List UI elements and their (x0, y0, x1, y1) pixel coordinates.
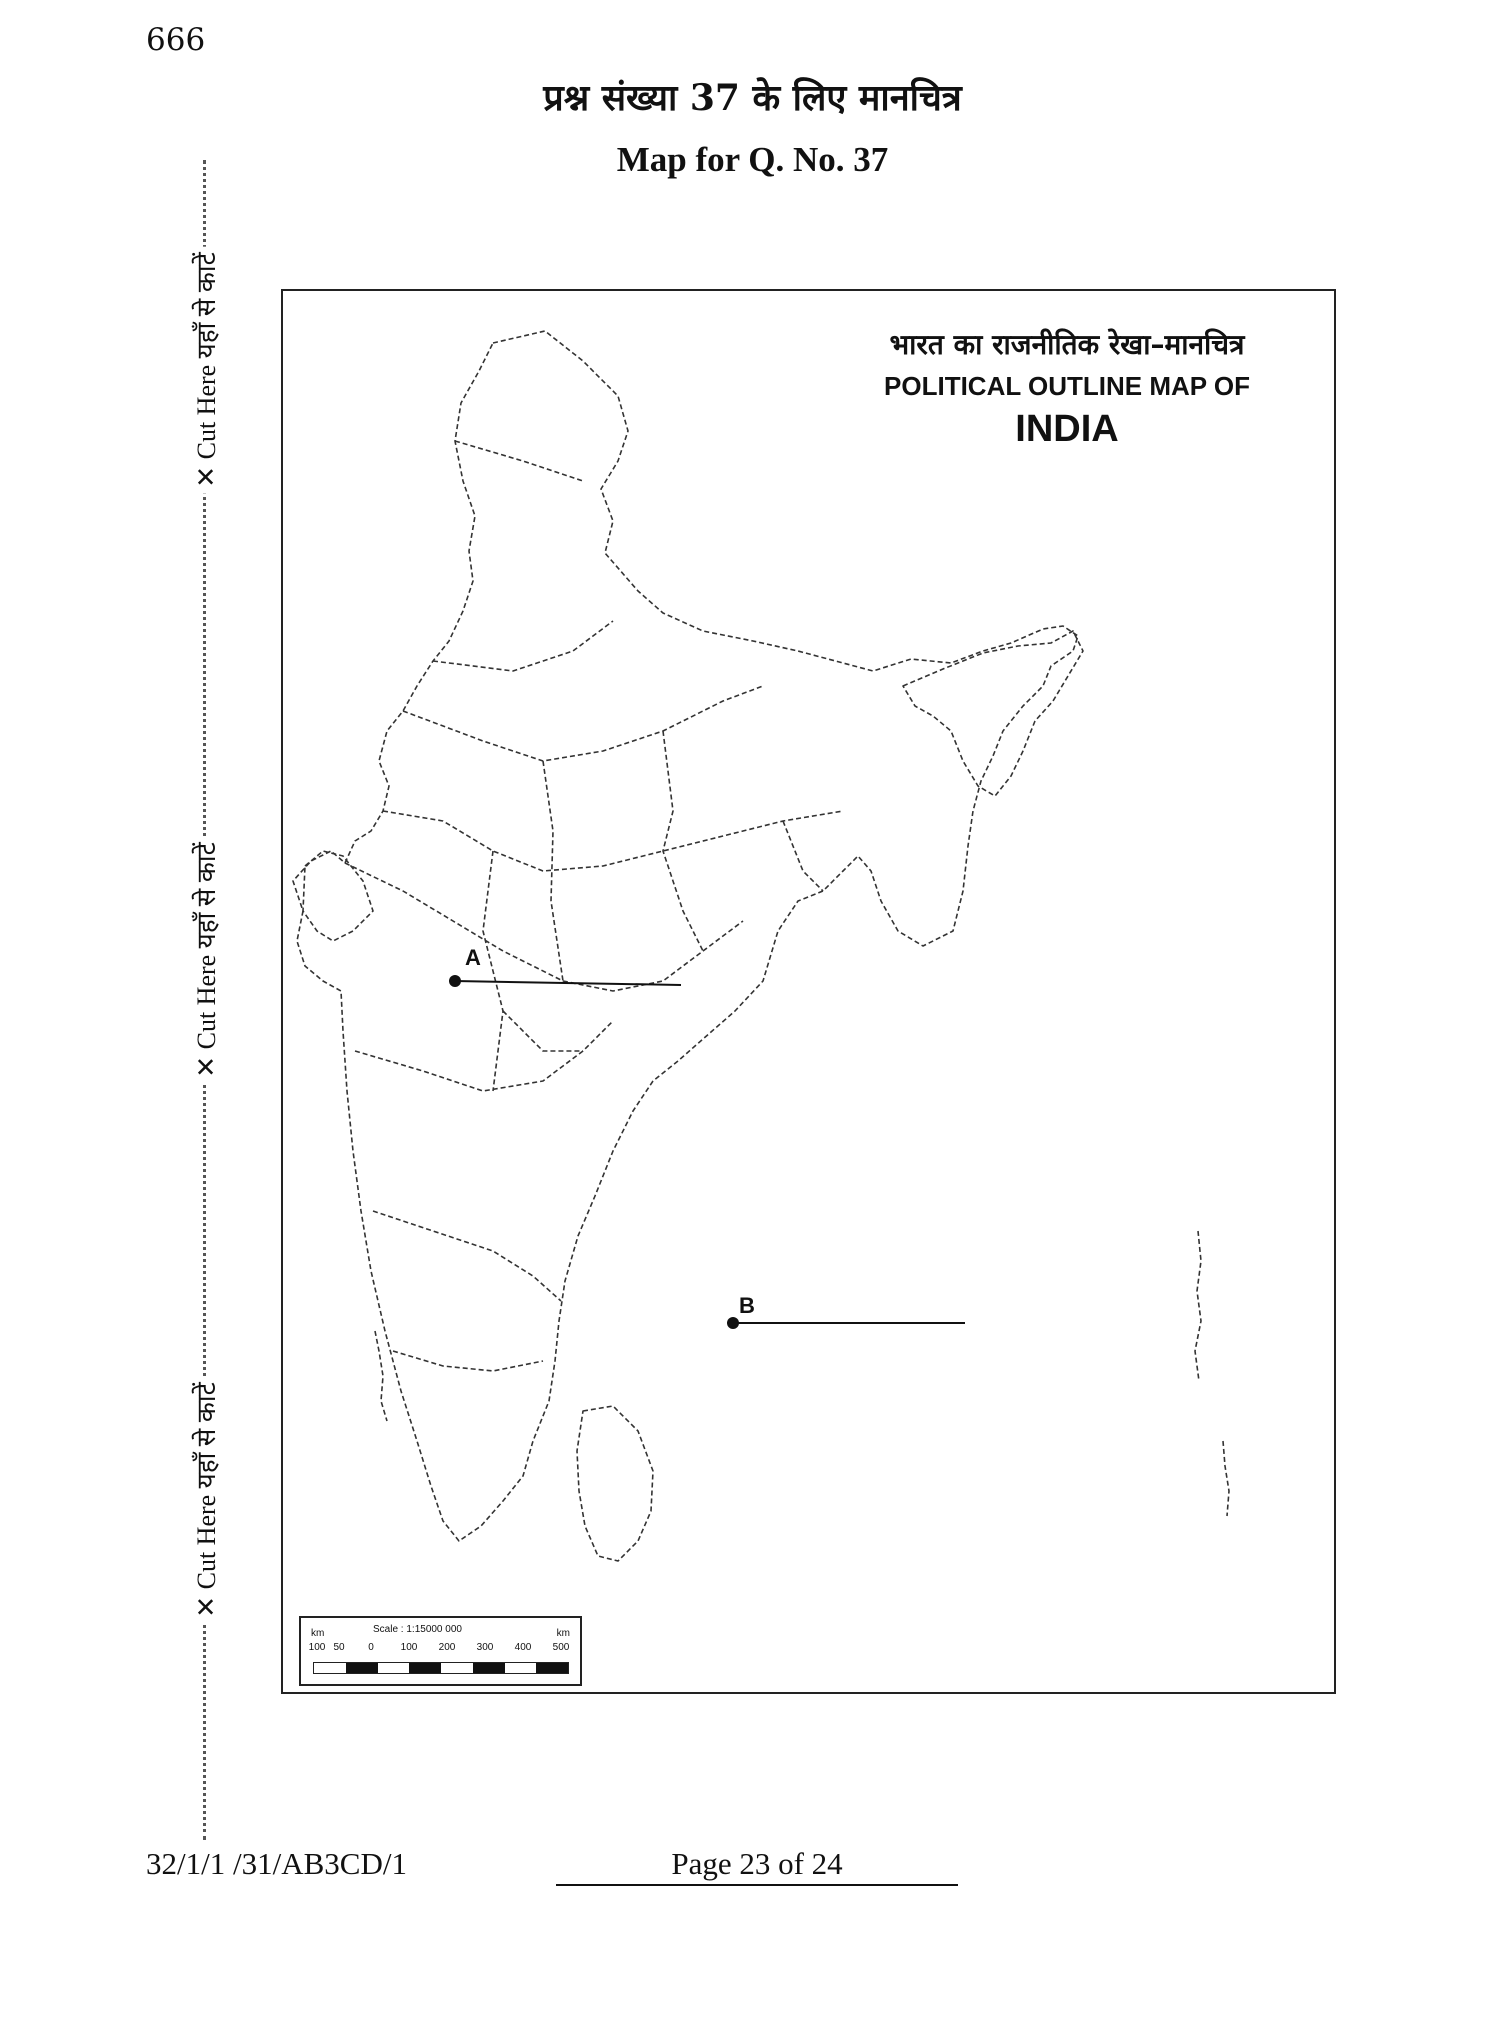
footer-code: 32/1/1 /31/AB3CD/1 (146, 1846, 407, 1881)
india-boundary (293, 331, 1078, 1541)
cut-label-2: ✕ Cut Here यहाँ से काटें (170, 780, 240, 1140)
marker-a-dot (449, 975, 461, 987)
map-country-name: INDIA (1015, 408, 1119, 450)
state-line (503, 1011, 583, 1051)
scale-title: Scale : 1:15000 000 (373, 1624, 462, 1635)
sri-lanka (577, 1406, 653, 1561)
scale-tick: 400 (514, 1642, 532, 1653)
lakshadweep (375, 1331, 387, 1421)
footer-page-number: Page 23 of 24 (556, 1846, 958, 1886)
scale-box (299, 1616, 582, 1686)
marker-a-line (455, 981, 681, 985)
state-line (663, 731, 703, 951)
title-hindi: प्रश्न संख्या 37 के लिए मानचित्र (543, 77, 962, 119)
state-line (483, 851, 503, 1091)
scale-unit-right: km (556, 1628, 570, 1639)
marker-b-label: B (739, 1293, 755, 1318)
scale-tick: 300 (476, 1642, 494, 1653)
state-line (403, 686, 763, 761)
gujarat-coast (303, 851, 373, 941)
india-outline-map (283, 291, 1334, 1692)
marker-a-label: A (465, 945, 481, 970)
nicobar-islands (1223, 1441, 1229, 1516)
cut-label-3: ✕ Cut Here यहाँ से काटें (170, 1320, 240, 1680)
map-title-hindi: भारत का राजनीतिक रेखा–मानचित्र (889, 328, 1245, 361)
state-line (393, 1351, 543, 1371)
andaman-islands (1195, 1231, 1201, 1381)
map-title (852, 325, 1282, 451)
map-title-english: POLITICAL OUTLINE MAP OF (884, 371, 1250, 401)
map-frame (281, 289, 1336, 1694)
cut-strip (170, 160, 240, 1840)
state-line (383, 811, 843, 871)
scale-unit-left: km (311, 1628, 325, 1639)
scale-tick: 500 (552, 1642, 570, 1653)
state-line (355, 1021, 613, 1091)
title-english: Map for Q. No. 37 (616, 140, 889, 179)
marker-b-dot (727, 1317, 739, 1329)
cut-label-1: ✕ Cut Here यहाँ से काटें (170, 190, 240, 550)
state-line (455, 441, 583, 481)
scale-tick: 50 (333, 1642, 345, 1653)
scale-tick: 100 (400, 1642, 418, 1653)
state-line (345, 863, 743, 991)
northeast-boundary (903, 631, 1083, 796)
scale-tick: 200 (438, 1642, 456, 1653)
page-number: 666 (146, 22, 206, 58)
state-line (373, 1211, 561, 1301)
scale-tick: 100 (308, 1642, 326, 1653)
scale-tick: 0 (368, 1642, 374, 1653)
state-line (433, 621, 613, 671)
state-line (543, 761, 563, 981)
scale-bar (313, 1662, 569, 1674)
state-line (783, 821, 823, 891)
